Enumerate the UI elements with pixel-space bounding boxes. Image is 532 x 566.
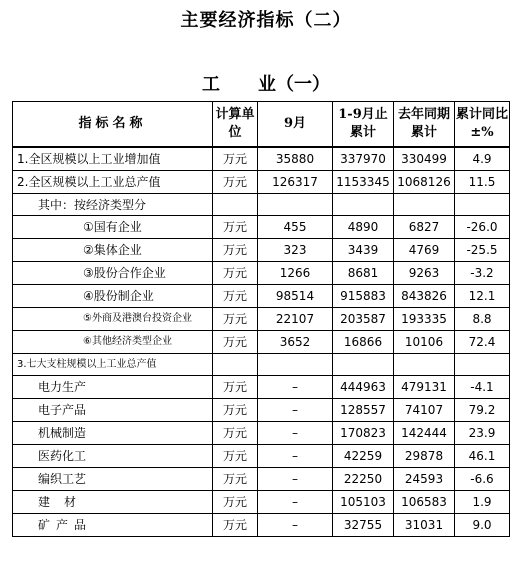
row-month: – xyxy=(258,376,333,399)
row-change: 9.0 xyxy=(455,514,510,537)
row-change: 1.9 xyxy=(455,491,510,514)
table-row xyxy=(13,445,510,468)
row-cumulative: 128557 xyxy=(333,399,394,422)
row-month: 35880 xyxy=(258,147,333,171)
row-cumulative: 444963 xyxy=(333,376,394,399)
row-name: ①国有企业 xyxy=(13,216,213,239)
row-change: 11.5 xyxy=(455,171,510,194)
row-change xyxy=(455,354,510,376)
row-month xyxy=(258,194,333,216)
row-unit: 万元 xyxy=(213,376,258,399)
row-month: – xyxy=(258,468,333,491)
row-change: 23.9 xyxy=(455,422,510,445)
row-unit: 万元 xyxy=(213,331,258,354)
row-change: 79.2 xyxy=(455,399,510,422)
row-last-year: 9263 xyxy=(394,262,455,285)
row-month: 98514 xyxy=(258,285,333,308)
row-month: 126317 xyxy=(258,171,333,194)
table-row xyxy=(13,171,510,194)
row-unit xyxy=(213,354,258,376)
row-unit xyxy=(213,194,258,216)
table-row xyxy=(13,422,510,445)
table-row xyxy=(13,308,510,331)
table-row xyxy=(13,354,510,376)
row-cumulative xyxy=(333,354,394,376)
row-last-year: 479131 xyxy=(394,376,455,399)
section-title xyxy=(0,70,532,96)
row-cumulative xyxy=(333,194,394,216)
header-last-year: 去年同期累计 xyxy=(394,102,455,148)
row-last-year: 1068126 xyxy=(394,171,455,194)
row-last-year: 843826 xyxy=(394,285,455,308)
table-row xyxy=(13,399,510,422)
row-change: -26.0 xyxy=(455,216,510,239)
row-change xyxy=(455,194,510,216)
row-name: ⑤外商及港澳台投资企业 xyxy=(13,308,213,331)
row-cumulative: 42259 xyxy=(333,445,394,468)
row-change: -25.5 xyxy=(455,239,510,262)
row-name: ⑥其他经济类型企业 xyxy=(13,331,213,354)
row-last-year: 193335 xyxy=(394,308,455,331)
header-month: 9月 xyxy=(258,102,333,148)
row-cumulative: 105103 xyxy=(333,491,394,514)
row-unit: 万元 xyxy=(213,285,258,308)
table-row xyxy=(13,376,510,399)
row-cumulative: 16866 xyxy=(333,331,394,354)
row-name: 医药化工 xyxy=(13,445,213,468)
row-last-year: 31031 xyxy=(394,514,455,537)
row-cumulative: 1153345 xyxy=(333,171,394,194)
row-unit: 万元 xyxy=(213,308,258,331)
table-row xyxy=(13,239,510,262)
row-unit: 万元 xyxy=(213,468,258,491)
table-row xyxy=(13,285,510,308)
table-row xyxy=(13,331,510,354)
row-name: 电子产品 xyxy=(13,399,213,422)
row-cumulative: 337970 xyxy=(333,147,394,171)
row-last-year: 6827 xyxy=(394,216,455,239)
row-unit: 万元 xyxy=(213,491,258,514)
row-last-year: 29878 xyxy=(394,445,455,468)
row-name: 3.七大支柱规模以上工业总产值 xyxy=(13,354,213,376)
row-change: 72.4 xyxy=(455,331,510,354)
row-last-year: 4769 xyxy=(394,239,455,262)
row-month: 1266 xyxy=(258,262,333,285)
row-unit: 万元 xyxy=(213,147,258,171)
row-last-year: 142444 xyxy=(394,422,455,445)
row-month: – xyxy=(258,399,333,422)
row-month: – xyxy=(258,514,333,537)
row-month xyxy=(258,354,333,376)
row-month: 22107 xyxy=(258,308,333,331)
section-title-part1: 工 xyxy=(202,74,220,95)
row-unit: 万元 xyxy=(213,422,258,445)
row-month: 455 xyxy=(258,216,333,239)
row-unit: 万元 xyxy=(213,445,258,468)
table-row xyxy=(13,514,510,537)
row-name: ②集体企业 xyxy=(13,239,213,262)
row-cumulative: 8681 xyxy=(333,262,394,285)
row-name: ④股份制企业 xyxy=(13,285,213,308)
row-name: 电力生产 xyxy=(13,376,213,399)
row-last-year xyxy=(394,194,455,216)
row-month: – xyxy=(258,491,333,514)
row-month: – xyxy=(258,422,333,445)
table-row xyxy=(13,194,510,216)
row-unit: 万元 xyxy=(213,514,258,537)
row-name: 编织工艺 xyxy=(13,468,213,491)
table-row xyxy=(13,491,510,514)
row-last-year: 330499 xyxy=(394,147,455,171)
row-change: 8.8 xyxy=(455,308,510,331)
row-unit: 万元 xyxy=(213,399,258,422)
row-last-year: 74107 xyxy=(394,399,455,422)
row-unit: 万元 xyxy=(213,239,258,262)
row-last-year: 106583 xyxy=(394,491,455,514)
row-name: 矿产品 xyxy=(13,514,213,537)
table-header-row xyxy=(13,102,510,148)
table-row xyxy=(13,147,510,171)
header-cumulative: 1-9月止累计 xyxy=(333,102,394,148)
section-title-part2: 业（一） xyxy=(258,74,330,95)
row-last-year: 24593 xyxy=(394,468,455,491)
row-name: 建材 xyxy=(13,491,213,514)
row-unit: 万元 xyxy=(213,171,258,194)
row-month: 323 xyxy=(258,239,333,262)
page-title: 主要经济指标（二） xyxy=(180,10,352,31)
row-name: 1.全区规模以上工业增加值 xyxy=(13,147,213,171)
row-cumulative: 22250 xyxy=(333,468,394,491)
row-change: 4.9 xyxy=(455,147,510,171)
row-change: -6.6 xyxy=(455,468,510,491)
row-cumulative: 3439 xyxy=(333,239,394,262)
row-name: 2.全区规模以上工业总产值 xyxy=(13,171,213,194)
row-change: 46.1 xyxy=(455,445,510,468)
row-name: 机械制造 xyxy=(13,422,213,445)
header-change-percent: 累计同比±% xyxy=(455,102,510,148)
row-last-year xyxy=(394,354,455,376)
row-month: 3652 xyxy=(258,331,333,354)
table-row xyxy=(13,262,510,285)
row-change: -3.2 xyxy=(455,262,510,285)
row-last-year: 10106 xyxy=(394,331,455,354)
row-name: ③股份合作企业 xyxy=(13,262,213,285)
row-month: – xyxy=(258,445,333,468)
table-row xyxy=(13,468,510,491)
header-unit: 计算单位 xyxy=(213,102,258,148)
row-name: 其中：按经济类型分 xyxy=(13,194,213,216)
indicator-table xyxy=(12,101,510,537)
row-cumulative: 4890 xyxy=(333,216,394,239)
row-change: -4.1 xyxy=(455,376,510,399)
row-change: 12.1 xyxy=(455,285,510,308)
table-row xyxy=(13,216,510,239)
header-indicator-name: 指标名称 xyxy=(13,102,213,148)
row-cumulative: 915883 xyxy=(333,285,394,308)
row-cumulative: 170823 xyxy=(333,422,394,445)
row-unit: 万元 xyxy=(213,216,258,239)
row-unit: 万元 xyxy=(213,262,258,285)
row-cumulative: 203587 xyxy=(333,308,394,331)
row-cumulative: 32755 xyxy=(333,514,394,537)
